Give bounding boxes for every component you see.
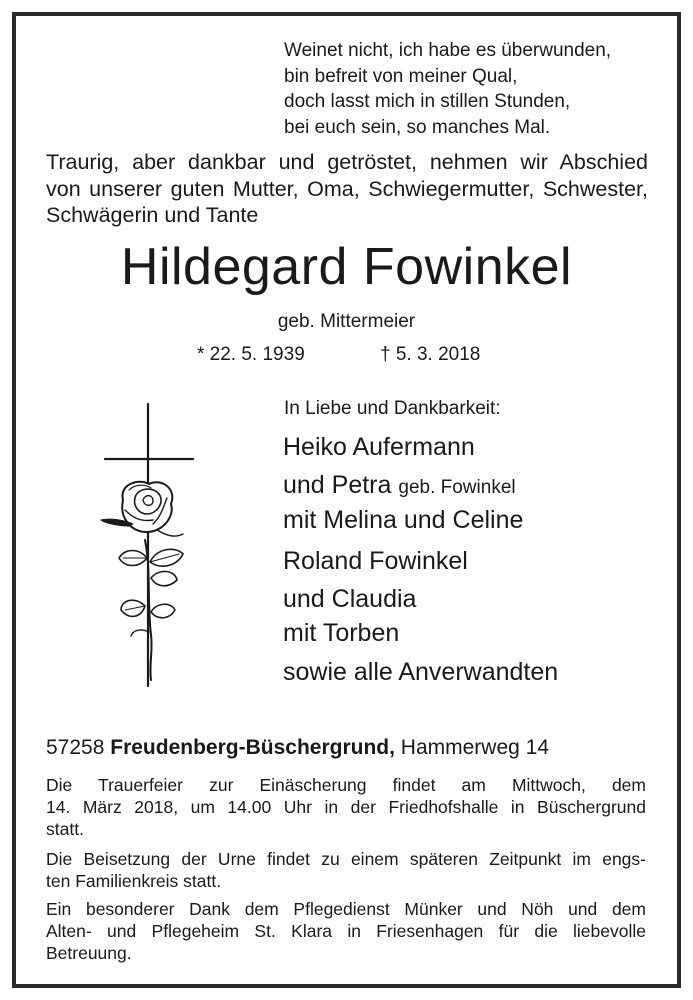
intro-line: Traurig, aber dankbar und getröstet, nehmen wir Abschied — [46, 150, 648, 174]
dedication: In Liebe und Dankbarkeit: — [284, 398, 501, 419]
intro-text — [46, 149, 648, 229]
city-name: Freudenberg-Büschergrund, — [110, 736, 395, 759]
mourner-line: mit Torben — [283, 619, 400, 647]
notice-line: Ein besonderer Dank dem Pflegedienst Münker und Nöh und dem — [46, 899, 646, 919]
poem-line: Weinet nicht, ich habe es überwunden, — [284, 40, 612, 61]
mourner-line: Roland Fowinkel — [283, 547, 468, 575]
mourner-name: und Petra — [283, 471, 392, 499]
mourner-maiden-name: geb. Fowinkel — [398, 477, 516, 498]
mourner-line — [283, 470, 516, 503]
poem-line: bin befreit von meiner Qual, — [284, 65, 518, 87]
maiden-name: geb. Mittermeier — [277, 311, 416, 332]
poem — [284, 38, 611, 140]
notice-line: Alten- und Pflegeheim St. Klara in Friesenhagen für die liebevolle — [46, 921, 646, 941]
intro-line: Schwägerin und Tante — [46, 203, 259, 227]
thanks-notice — [46, 898, 646, 964]
ceremony-notice — [46, 774, 646, 840]
birth-date: * 22. 5. 1939 — [197, 344, 305, 365]
cross-rose-icon — [95, 400, 205, 690]
mourner-line: mit Melina und Celine — [283, 506, 524, 534]
notice-line: Betreuung. — [46, 943, 132, 963]
notice-line: Die Beisetzung der Urne findet zu einem späteren Zeitpunkt im engs- — [46, 849, 646, 869]
notice-line: statt. — [46, 819, 84, 839]
death-date: † 5. 3. 2018 — [380, 344, 481, 365]
notice-line: Die Trauerfeier zur Einäscherung findet am Mittwoch, dem — [46, 775, 646, 795]
mourner-line: sowie alle Anverwandten — [283, 658, 559, 686]
address — [46, 736, 549, 760]
deceased-name: Hildegard Fowinkel — [120, 238, 573, 296]
street: Hammerweg 14 — [400, 736, 550, 759]
notice-line: ten Familienkreis statt. — [46, 871, 222, 891]
intro-line: von unserer guten Mutter, Oma, Schwiegermutter, Schwester, — [46, 176, 648, 201]
poem-line: bei euch sein, so manches Mal. — [284, 116, 551, 138]
mourner-line: und Claudia — [283, 585, 417, 613]
burial-notice — [46, 848, 646, 892]
poem-line: doch lasst mich in stillen Stunden, — [284, 91, 571, 112]
notice-line: 14. März 2018, um 14.00 Uhr in der Friedhofshalle in Büschergrund — [46, 797, 646, 817]
zip-code: 57258 — [46, 736, 105, 759]
mourner-line: Heiko Aufermann — [283, 433, 475, 461]
